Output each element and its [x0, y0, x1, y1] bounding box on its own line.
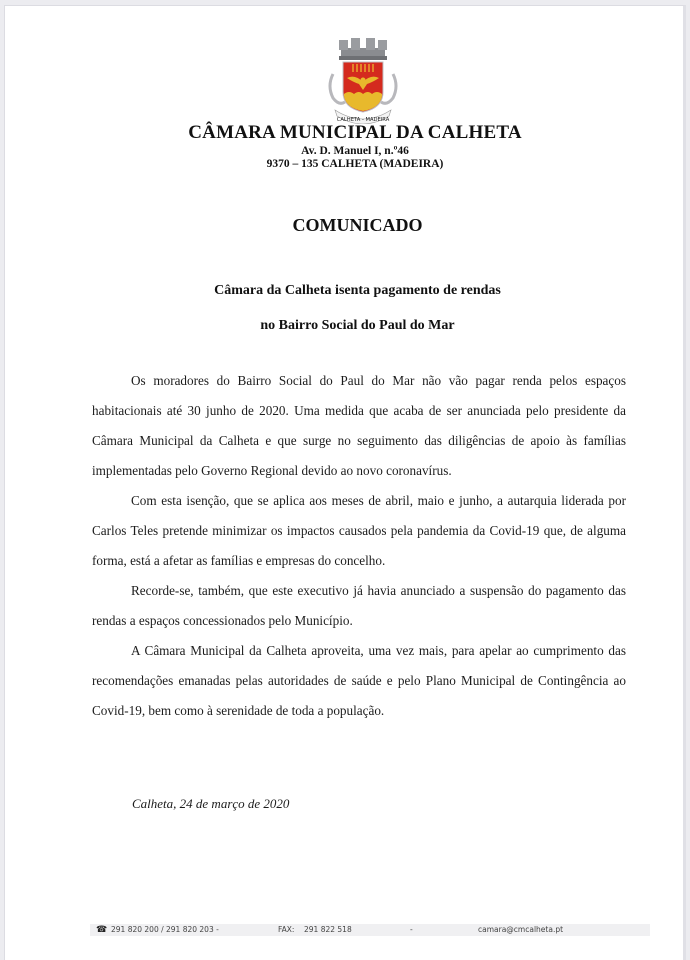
document-page — [4, 5, 686, 960]
organization-name: CÂMARA MUNICIPAL DA CALHETA — [188, 122, 522, 143]
logo-ribbon-text: CALHETA - MADEIRA — [336, 117, 390, 123]
paragraph: Recorde-se, também, que este executivo já havia anunciado a suspensão do pagamento das rendas a espaços concessionados pelo Município. — [92, 583, 626, 628]
document-type-title: COMUNICADO — [292, 215, 423, 235]
fax-number: 291 822 518 — [304, 925, 352, 934]
place-date-signoff: Calheta, 24 de março de 2020 — [132, 796, 290, 811]
address-line-1: Av. D. Manuel I, n.º46 — [301, 145, 409, 157]
paragraph: Os moradores do Bairro Social do Paul do Mar não vão pagar renda pelos espaços habitacionais até 30 junho de 2020. Uma medida que acaba de ser anunciada pelo presidente da Câmara Municipal da Calheta e que surge no seguimento das diligências de apoio às famílias implementadas pelo Governo Regional devido ao novo coronavírus. — [92, 373, 626, 478]
phone-numbers: 291 820 200 / 291 820 203 - — [111, 925, 219, 934]
paragraph: A Câmara Municipal da Calheta aproveita, uma vez mais, para apelar ao cumprimento das recomendações emanadas pelas autoridades de saúde e pelo Plano Municipal de Contingência ao Covid-19, bem como à serenidade de toda a população. — [92, 643, 626, 718]
coat-of-arms-icon — [325, 36, 401, 124]
body-text — [92, 366, 626, 726]
address-line-2: 9370 – 135 CALHETA (MADEIRA) — [266, 158, 444, 170]
footer-separator: - — [410, 925, 413, 934]
email-address[interactable]: camara@cmcalheta.pt — [478, 925, 564, 934]
fax-label: FAX: — [278, 925, 295, 934]
contact-footer — [90, 924, 650, 936]
headline-line-2: no Bairro Social do Paul do Mar — [260, 318, 455, 333]
telephone-icon: ☎ — [96, 925, 108, 935]
headline-line-1: Câmara da Calheta isenta pagamento de rendas — [214, 283, 501, 298]
paragraph: Com esta isenção, que se aplica aos meses de abril, maio e junho, a autarquia liderada por Carlos Teles pretende minimizar os impactos causados pela pandemia da Covid-19 que, de alguma forma, está a afetar as famílias e empresas do concelho. — [92, 493, 626, 568]
